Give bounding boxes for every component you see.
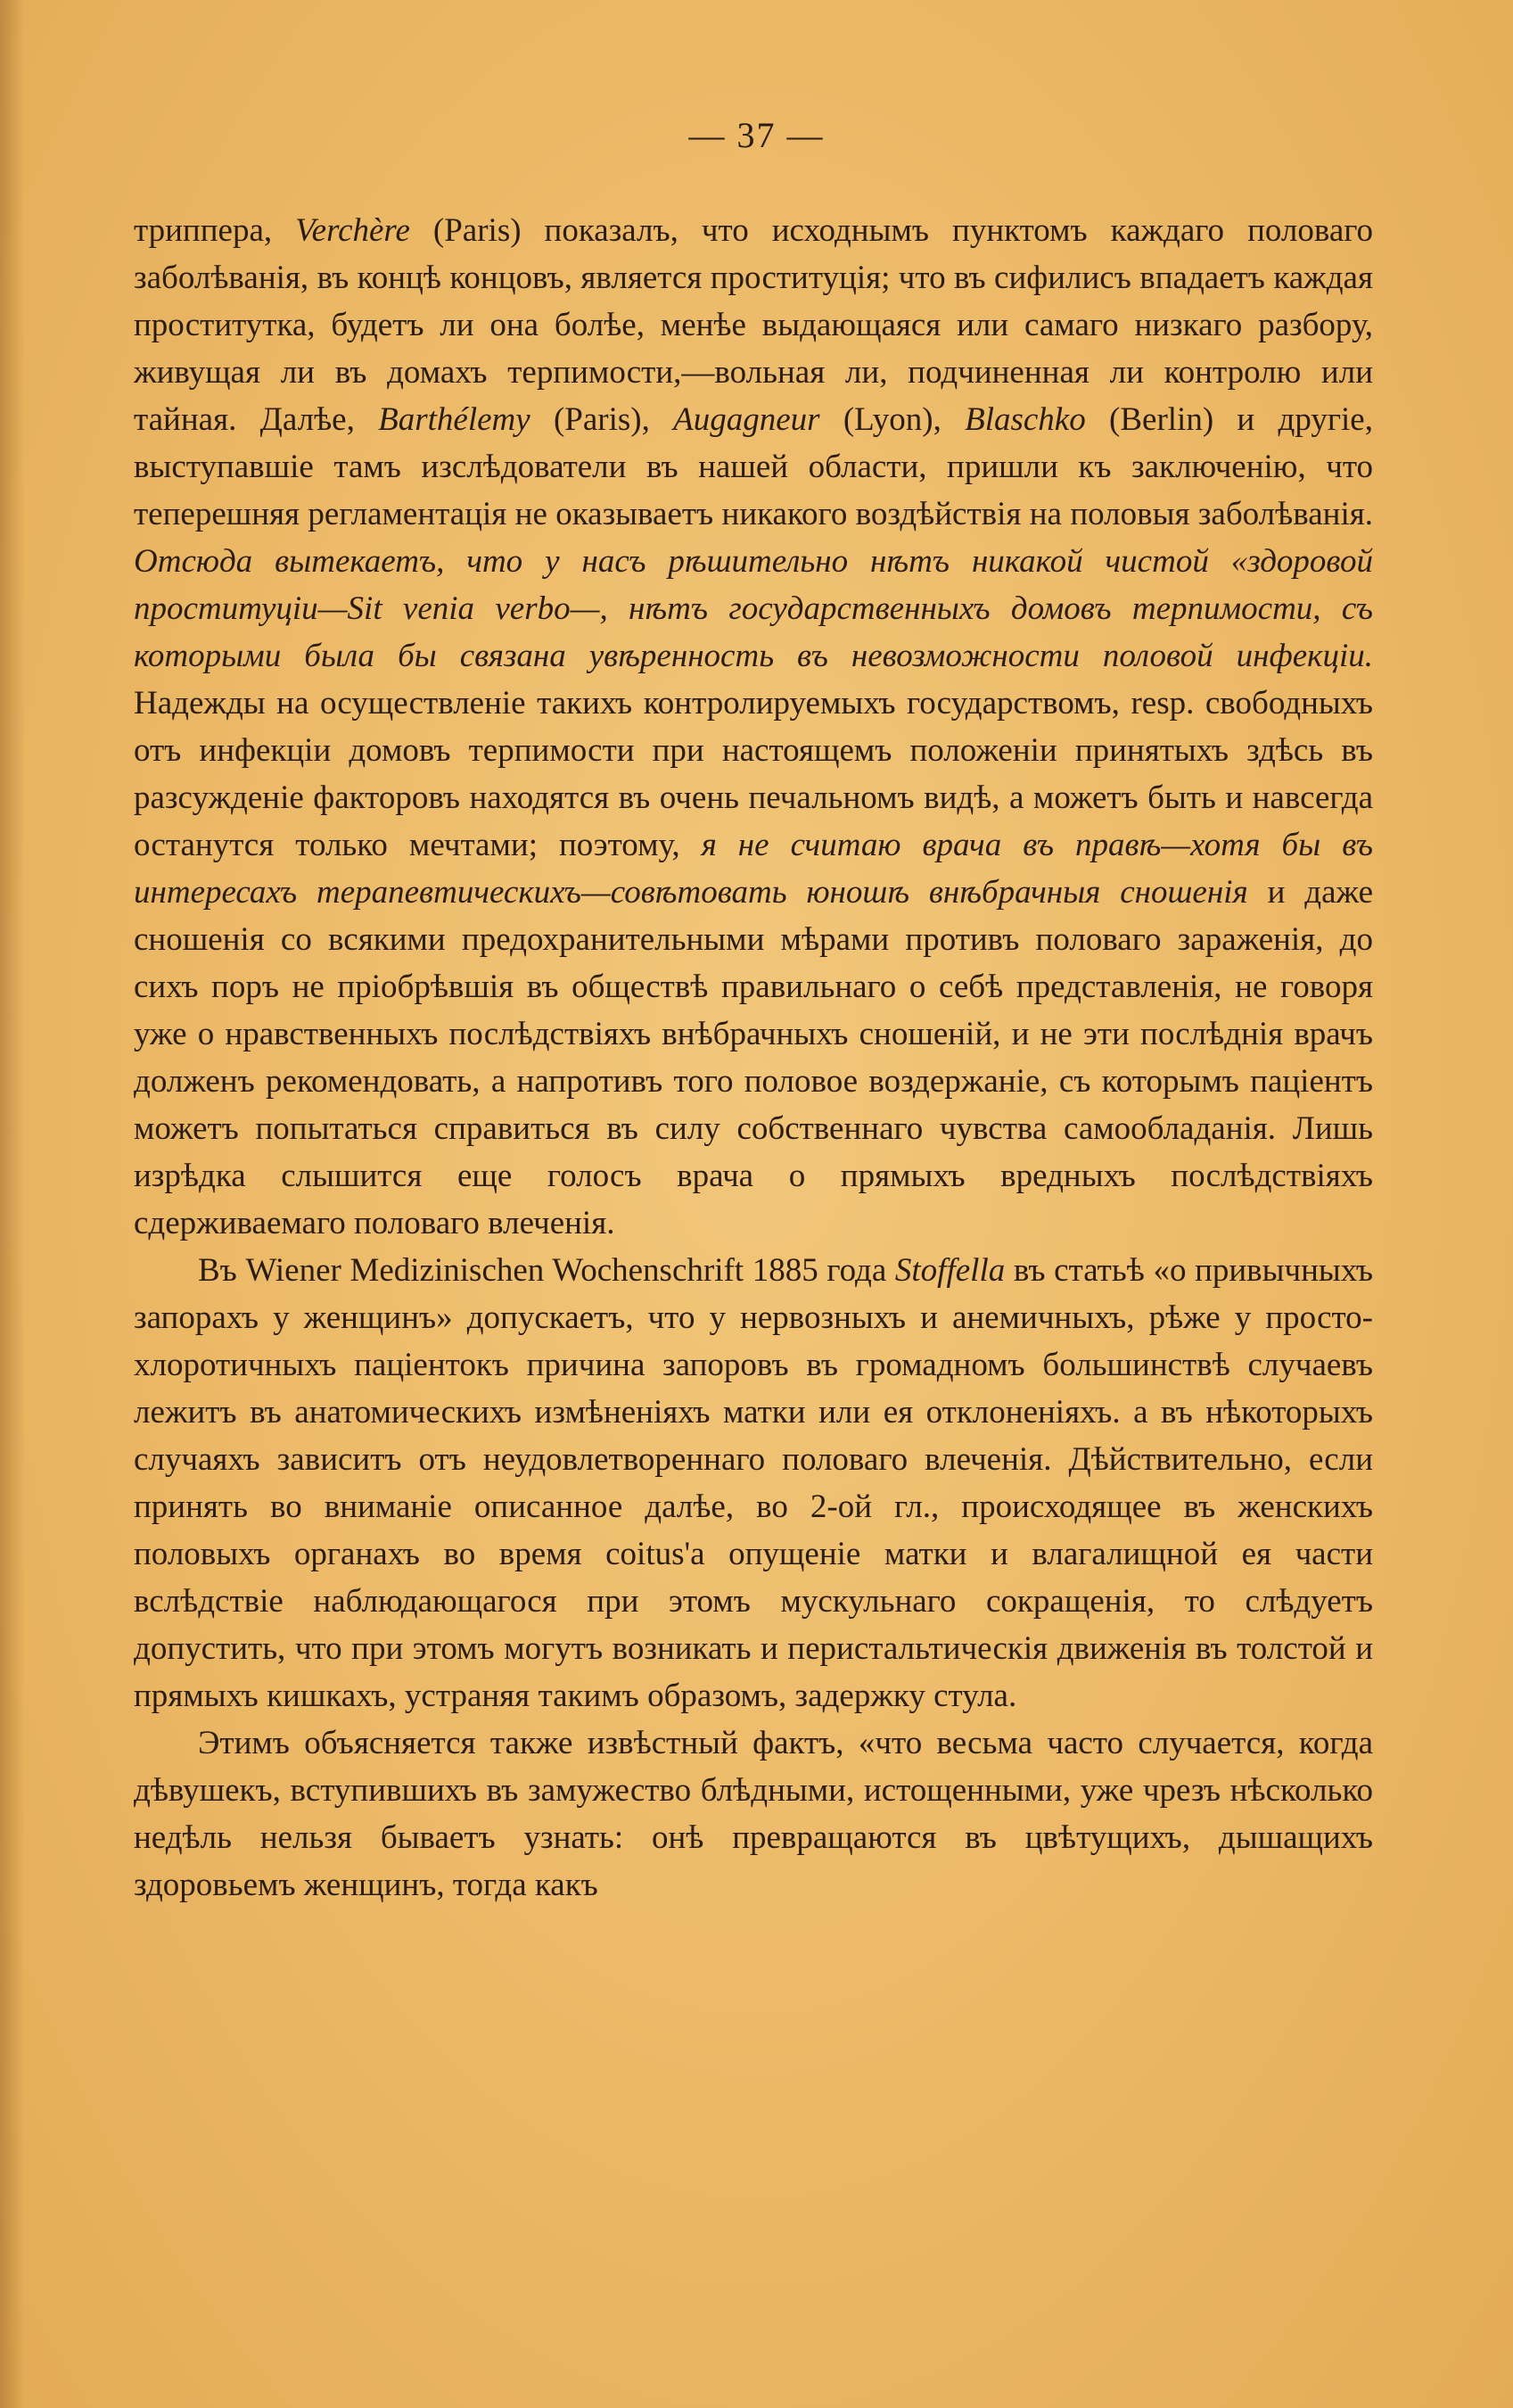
- text-segment: (Berlin) и другіе, выступавшіе тамъ изслѣдователи въ нашей области, пришли къ заключенію, что теперешняя регламентація не оказываетъ никакого воздѣйствія на половыя заболѣванія.: [134, 401, 1373, 532]
- italic-text-segment: Verchère: [295, 212, 410, 249]
- text-segment: (Lyon),: [819, 401, 966, 438]
- text-segment: въ статьѣ «о привычныхъ запорахъ у женщинъ» допускаетъ, что у нервозныхъ и анемичныхъ, рѣже у просто-хлоротичныхъ паціентокъ причина запоровъ въ громадномъ большинствѣ случаевъ лежитъ въ анатомическихъ измѣненіяхъ матки или ея отклоненіяхъ. а въ нѣкоторыхъ случаяхъ зависитъ отъ неудовлетвореннаго половаго влеченія. Дѣйствительно, если принять во вниманіе описанное далѣе, во 2-ой гл., происходящее въ женскихъ половыхъ органахъ во время coitus'а опущеніе матки и влагалищной ея части вслѣдствіе наблюдающагося при этомъ мускульнаго сокращенія, то слѣдуетъ допустить, что при этомъ могутъ возникать и перистальтическія движенія въ толстой и прямыхъ кишкахъ, устраняя такимъ образомъ, задержку стула.: [134, 1252, 1373, 1714]
- italic-text-segment: Barthélemy: [378, 401, 530, 438]
- text-segment: (Paris) показалъ, что исходнымъ пунктомъ каждаго половаго заболѣванія, въ концѣ концовъ, является проституція; что въ сифилисъ впадаетъ каждая проститутка, будетъ ли она болѣе, менѣе выдающаяся или самаго низкаго разбору, живущая ли въ домахъ терпимости,—вольная ли, подчиненная ли контролю или тайная. Далѣе,: [134, 212, 1373, 438]
- text-segment: Въ Wiener Medizinischen Wochenschrift 1885 года: [198, 1252, 895, 1289]
- text-segment: и даже сношенія со всякими предохранительными мѣрами противъ половаго зараженія, до сихъ поръ не пріобрѣвшія въ обществѣ правильнаго о себѣ представленія, не говоря уже о нравственныхъ послѣдствіяхъ внѣбрачныхъ сношеній, и не эти послѣднія врачъ долженъ рекомендовать, а напротивъ того половое воздержаніе, съ которымъ паціентъ можетъ попытаться справиться въ силу собственнаго чувства самообладанія. Лишь изрѣдка слышится еще голосъ врача о прямыхъ вредныхъ послѣдствіяхъ сдерживаемаго половаго влеченія.: [134, 874, 1373, 1241]
- italic-text-segment: Отсюда вытекаетъ, что у насъ рѣшительно нѣтъ никакой чистой «здоровой проституціи—Sit venia verbo—, нѣтъ государственныхъ домовъ терпимости, съ которыми была бы связана увѣренность въ невозможности половой инфекціи.: [134, 543, 1373, 674]
- italic-text-segment: Blaschko: [965, 401, 1086, 438]
- italic-text-segment: Augagneur: [673, 401, 820, 438]
- italic-text-segment: я не считаю врача въ правѣ—хотя бы въ интересахъ терапевтическихъ—совѣтовать юношѣ внѣбрачныя сношенія: [134, 827, 1374, 911]
- page-edge-shadow: [0, 0, 25, 2408]
- paragraph: [134, 1719, 1373, 1909]
- page-number: — 37 —: [688, 115, 825, 155]
- italic-text-segment: Stoffella: [894, 1252, 1006, 1289]
- text-segment: триппера,: [134, 212, 296, 249]
- paragraph: [134, 1247, 1373, 1719]
- text-segment: (Paris),: [530, 401, 674, 438]
- text-segment: Этимъ объясняется также извѣстный фактъ, «что весьма часто случается, когда дѣвушекъ, вступившихъ въ замужество блѣдными, истощенными, уже чрезъ нѣсколько недѣль нельзя бываетъ узнать: онѣ превращаются въ цвѣтущихъ, дышащихъ здоровьемъ женщинъ, тогда какъ: [134, 1725, 1373, 1903]
- body-text: [134, 207, 1373, 1909]
- text-segment: Надежды на осуществленіе такихъ контролируемыхъ государствомъ, resp. свободныхъ отъ инфекціи домовъ терпимости при настоящемъ положеніи принятыхъ здѣсь въ разсужденіе факторовъ находятся въ очень печальномъ видѣ, а можетъ быть и навсегда останутся только мечтами; поэтому,: [134, 685, 1373, 863]
- paragraph: [134, 207, 1373, 1247]
